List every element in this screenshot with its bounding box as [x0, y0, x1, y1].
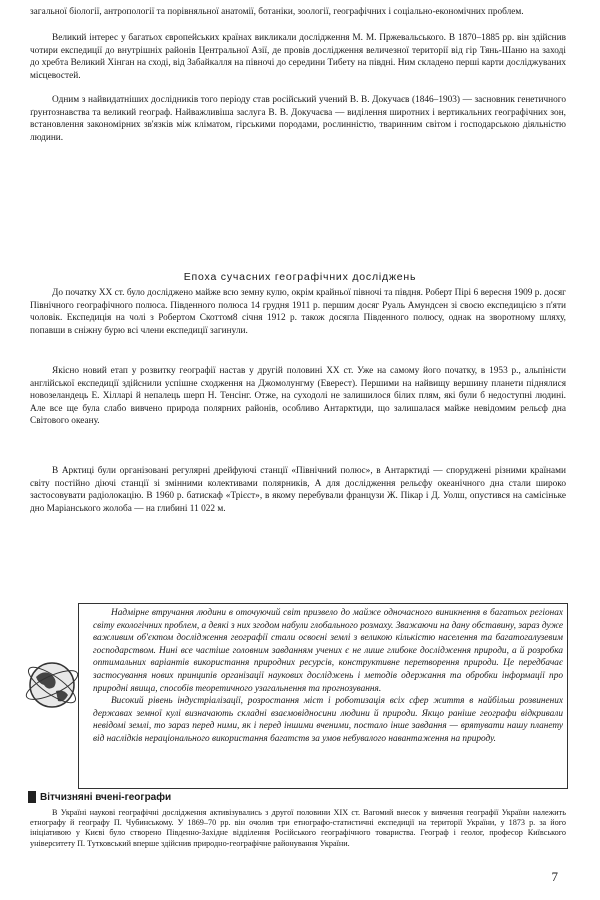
paragraph-biology: загальної біології, антропології та порівняльної анатомії, ботаніки, зоології, географічних і соціально-економічних проблем.	[30, 7, 524, 17]
box-paragraph-ecology: Надмірне втручання людини в оточуючий світ призвело до майже одночасного виникнення в багатьох регіонах світу екологічних проблем, а деякі з них згодом набули глобального розмаху. Зважаючи на дану обставину, зараз дуже важливим об'єктом дослідження географії стали освоєні землі з великою кількістю населення та багатогалузевим господарством. Нині все частіше головним завданням учених є не лише глибоке дослідження природи, а й розробка оптимальних варіантів використання природних ресурсів, конструктивне перетворення природи. Це передбачає застосування нових принципів організації наукових досліджень і методів одержання та обробки інформації про природні явища, способів теоретичного узагальнення та прогнозування.	[93, 608, 563, 694]
paragraph-everest: Якісно новий етап у розвитку географії настав у другій половині XX ст. Уже на самому його початку, в 1953 р., альпіністи англійської експедиції здійснили успішне сходження на Джомолунгму (Еверест). Першими на найвищу вершину планети піднялися новозеландець Е. Хілларі й непалець шерп Н. Тенсінг. Отже, на суходолі не залишилося білих плям, які були б недоступні людині. Але все ще була слабо вивчено природа полярних районів, особливо Антарктиди, що залишалася майже невідомим рельєф дна Світового океану.	[30, 366, 566, 427]
section-heading-modern-exploration: Епоха сучасних географічних досліджень	[183, 271, 417, 283]
highlight-box-text	[93, 607, 563, 746]
box-paragraph-industrialization: Високий рівень індустріалізації, розростання міст і роботизація всіх сфер життя в найбільш розвинених державах земної кулі визначають складні взаємовідносини людини й природи. Якщо раніше географи відкривали невідомі землі, то зараз перед ними, як і перед іншими вченими, постало інше завдання — врятувати нашу планету від наслідків нераціонального використання багатств за умов небувалого навантаження на природу.	[93, 696, 563, 744]
subheading-ukrainian-geographers: Вітчизняні вчені-географи	[40, 792, 172, 803]
globe-icon	[22, 655, 82, 715]
paragraph-chubynsky: В Україні наукові географічні дослідження активізувались з другої половини XIX ст. Вагомий внесок у вивчення географії України належить етнографу й географу П. Чубинському. У 1869–70 рр. він очолив три етнографо-статистичні експедиції на території України, у 1873 р. за його ініціативою у Києві було створено Південно-Західне відділення Російського географічного товариства. Географ і геолог, професор Київського університету П. Тутковський вперше здійснив природно-географічне районування України.	[30, 808, 566, 848]
paragraph-arctic-stations: В Арктиці були організовані регулярні дрейфуючі станції «Північний полюс», в Антарктиді — споруджені різними країнами світу постійно діючі станції зі змінними колективами полярників, А для дослідження рельєфу океанічного дна стали широко застосовувати радіолокацію. В 1960 р. батискаф «Трієст», в якому перебували французи Ж. Пікар і Д. Уолш, опустився на самісіньке дно Маріанського жолоба — на глибині 11 022 м.	[30, 466, 566, 514]
paragraph-dokuchaev: Одним з найвидатніших дослідників того періоду став російський учений В. В. Докучаєв (1846–1903) — засновник генетичного ґрунтознавства та великий географ. Найважливіша заслуга В. В. Докучаєва — виділення широтних і вертикальних географічних зон, встановлення закономірних зв'язків між кліматом, гірськими породами, рослинністю, тваринним світом і господарською діяльністю людини.	[30, 95, 566, 143]
paragraph-przhevalsky: Великий інтерес у багатьох європейських країнах викликали дослідження М. М. Пржевальського. В 1870–1885 рр. він здійснив чотири експедиції до внутрішніх районів Центральної Азії, де провів дослідження величезної території від гір Тянь-Шаню на заході до хребта Великий Хінган на сході, від Забайкалля на півночі до середини Тибету на півдні. Ним складено перші карти досліджуваних місцевостей.	[30, 33, 566, 81]
paragraph-poles: До початку XX ст. було досліджено майже всю земну кулю, окрім крайньої півночі та півдня. Роберт Пірі 6 вересня 1909 р. досяг Північного географічного полюса. Південного полюса 14 грудня 1911 р. першим досяг Руаль Амундсен зі своєю експедицією з п'яти чоловік. Експедиція на чолі з Робертом Скоттом8 січня 1912 р. також досягла Південного полюсу, однак на зворотному шляху, попавши в сніжну бурю всі члени експедиції загинули.	[30, 288, 566, 336]
subheading-marker	[28, 791, 36, 803]
page-number: 7	[551, 869, 558, 884]
